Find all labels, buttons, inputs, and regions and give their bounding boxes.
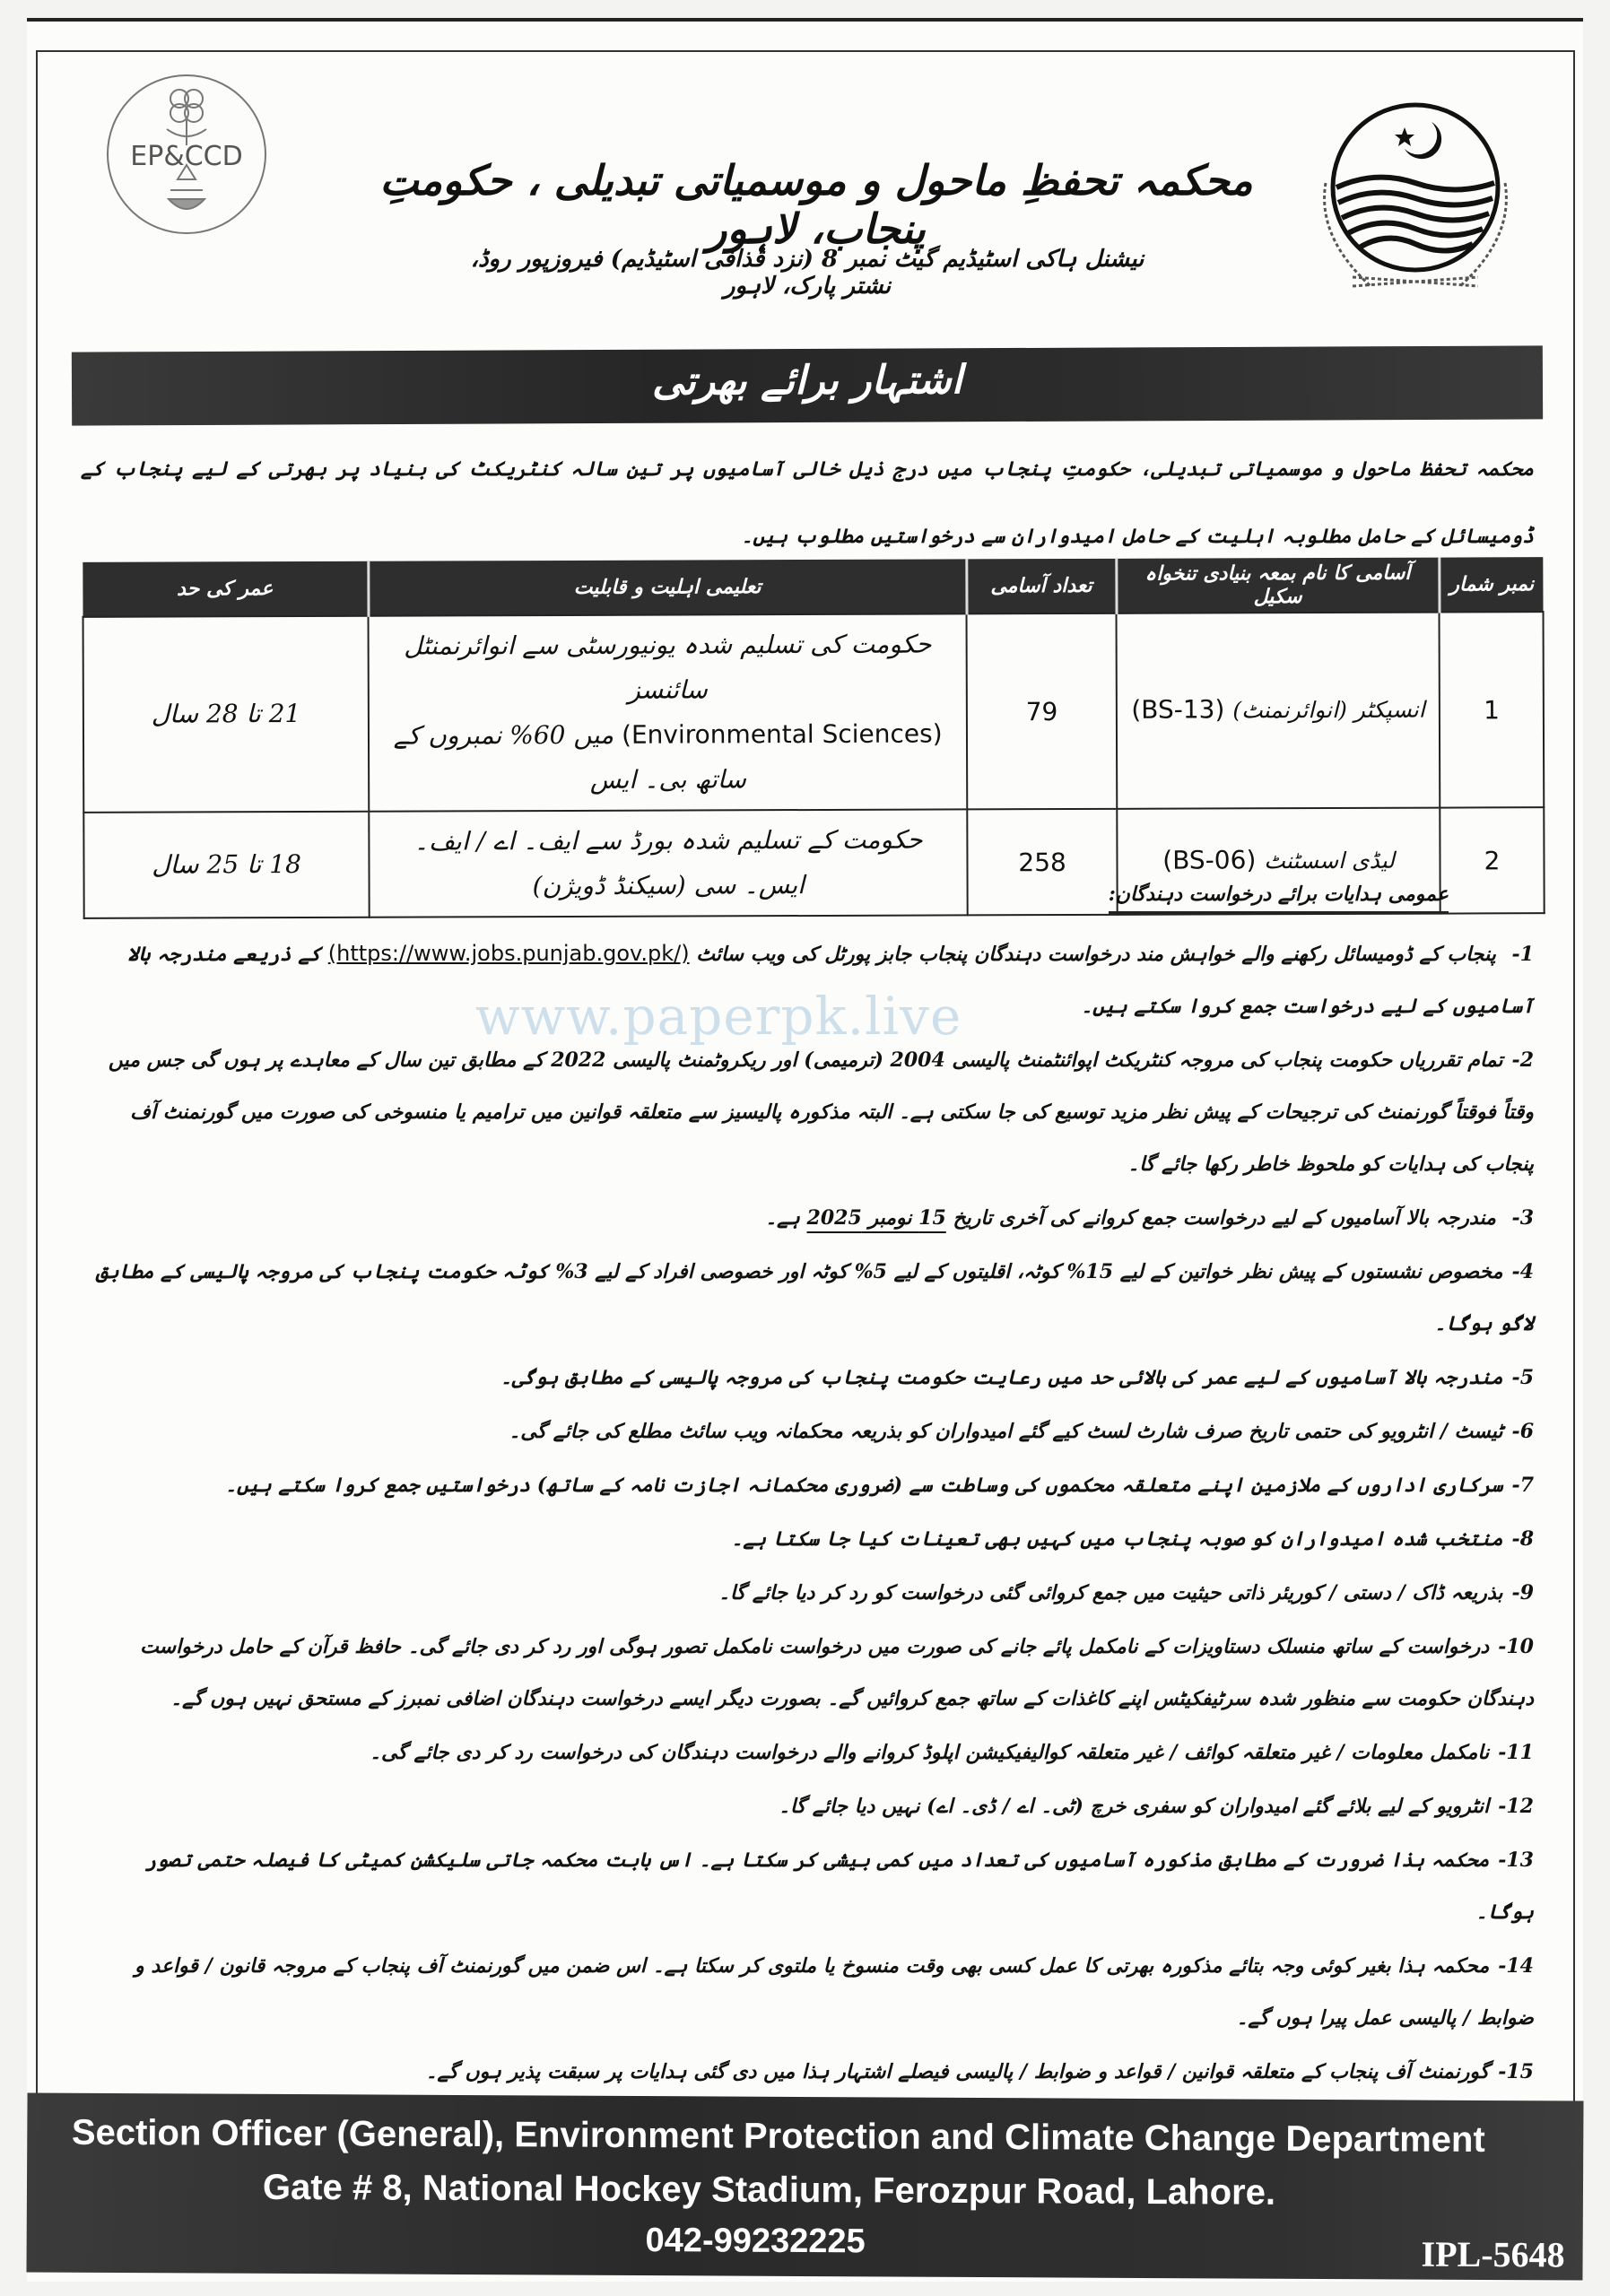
intro-paragraph: محکمہ تحفظ ماحول و موسمیاتی تبدیلی، حکومتِ پنجاب میں درج ذیل خالی آسامیوں پر تین سالہ کنٹریکٹ کی بنیاد پر بھرتی کے لیے پنجاب کے ڈومیسائل کے حامل مطلوبہ اہلیت کے حامل امیدواران سے درخواستیں مطلوب ہیں۔ [81, 457, 1534, 548]
banner-title: اشتہار برائے بھرتی [651, 357, 963, 404]
advertisement-page [27, 18, 1583, 2282]
cell-qualification [369, 613, 968, 811]
instruction-item: 11-نامکمل معلومات / غیر متعلقہ کوائف / غیر متعلقہ کوالیفیکیشن اپلوڈ کروانے والے درخواست دہندگان کی درخواست رد کر دی جائے گی۔ [370, 1741, 1534, 1764]
cell-count: 79 [967, 613, 1118, 810]
contact-footer [26, 2092, 1583, 2280]
header-age: عمر کی حد [83, 561, 368, 617]
instruction-item: 12-انٹرویو کے لیے بلائے گئے امیدواران کو سفری خرچ (ٹی۔ اے / ڈی۔ اے) نہیں دیا جائے گا۔ [779, 1795, 1534, 1818]
department-title: محکمہ تحفظِ ماحول و موسمیاتی تبدیلی ، حکومتِ پنجاب، لاہور [379, 156, 1253, 253]
instruction-item: 9-بذریعہ ڈاک / دستی / کوریئر ذاتی حیثیت میں جمع کروائی گئی درخواست کو رد کر دیا جائے گا۔ [718, 1581, 1534, 1605]
post-scale: (BS-13) [1131, 694, 1225, 725]
instructions-list [90, 927, 1534, 2100]
instruction-item: 4-مخصوص نشستوں کے پیش نظر خواتین کے لیے 15% کوٹہ، اقلیتوں کے لیے 5% کوٹہ اور خصوصی افراد کے لیے 3% کوٹہ حکومت پنجاب کی مروجہ پالیسی کے مطابق لاگو ہوگا۔ [95, 1260, 1534, 1335]
epccd-logo-icon [97, 65, 276, 244]
instruction-item: 13-محکمہ ہذا ضرورت کے مطابق مذکورہ آسامیوں کی تعداد میں کمی بیشی کر سکتا ہے۔ اس بابت محکمہ جاتی سلیکشن کمیٹی کا فیصلہ حتمی تصور ہوگا۔ [144, 1848, 1534, 1924]
qualification-english: (Environmental Sciences) [621, 718, 943, 750]
instruction-item: 14-محکمہ ہذا بغیر کوئی وجہ بتائے مذکورہ بھرتی کا عمل کسی بھی وقت منسوخ یا ملتوی کر سکتا ہے۔ اس ضمن میں گورنمنٹ آف پنجاب کے مروجہ قانون / قواعد و ضوابط / پالیسی عمل پیرا ہوں گے۔ [135, 1954, 1534, 2030]
recruitment-banner [72, 345, 1543, 425]
post-scale: (BS-06) [1162, 845, 1257, 875]
ipl-code: IPL-5648 [1421, 2233, 1565, 2275]
jobs-portal-link[interactable]: (https://www.jobs.punjab.gov.pk/) [327, 941, 690, 966]
header-count: تعداد آسامی [967, 559, 1117, 614]
application-deadline: 15 نومبر 2025 [806, 1206, 946, 1230]
cell-age: 21 تا 28 سال [83, 616, 370, 813]
footer-phone: 042-99232225 [645, 2222, 866, 2261]
table-header-row [83, 557, 1543, 617]
vacancies-table [82, 557, 1545, 919]
instruction-item: 8-منتخب شدہ امیدواران کو صوبہ پنجاب میں کہیں بھی تعینات کیا جا سکتا ہے۔ [731, 1527, 1534, 1551]
instruction-item: 7-سرکاری اداروں کے ملازمین اپنے متعلقہ محکموں کی وساطت سے (ضروری محکمانہ اجازت نامہ کے ساتھ) درخواستیں جمع کروا سکتے ہیں۔ [225, 1474, 1534, 1497]
instruction-item: 15-گورنمنٹ آف پنجاب کے متعلقہ قوانین / قواعد و ضوابط / پالیسی فیصلے اشتہار ہذا میں دی گئی ہدایات پر سبقت پذیر ہوں گے۔ [425, 2060, 1534, 2083]
post-name: انسپکٹر (انوائرنمنٹ) [1232, 696, 1425, 724]
instruction-item: 6-ٹیسٹ / انٹرویو کی حتمی تاریخ صرف شارٹ لسٹ کیے گئے امیدواران کو بذریعہ محکمانہ ویب سائٹ مطلع کی جائے گی۔ [509, 1420, 1534, 1443]
post-name: لیڈی اسسٹنٹ [1264, 847, 1395, 874]
cell-sr: 2 [1440, 807, 1544, 913]
instruction-item: 2-تمام تقرریاں حکومت پنجاب کی مروجہ کنٹریکٹ اپوائنٹمنٹ پالیسی 2004 (ترمیمی) اور ریکروٹمنٹ پالیسی 2022 کے مطابق تین سال کے معاہدے پر ہوں گی جس میں وقتاً فوقتاً گورنمنٹ کی ترجیحات کے پیش نظر مزید توسیع کی جا سکتی ہے۔ البتہ مذکورہ پالیسیز سے متعلقہ قوانین میں ترامیم یا منسوخی کی صورت میں گورنمنٹ آف پنجاب کی ہدایات کو ملحوظ خاطر رکھا جائے گا۔ [108, 1048, 1534, 1176]
cell-count: 258 [967, 809, 1117, 916]
cell-post [1117, 613, 1440, 809]
cell-age: 18 تا 25 سال [83, 812, 370, 918]
instructions-heading: عمومی ہدایات برائے درخواست دہندگان: [1109, 883, 1449, 914]
qualification-text: حکومت کی تسلیم شدہ یونیورسٹی سے انوائرنمنٹل سائنسز [404, 629, 932, 705]
qualification-tail: میں 60% نمبروں کے ساتھ بی۔ ایس [393, 719, 746, 795]
cell-sr: 1 [1440, 612, 1545, 807]
header-post: آسامی کا نام بمعہ بنیادی تنخواہ سکیل [1116, 558, 1439, 613]
footer-address: Gate # 8, National Hockey Stadium, Ferozpur Road, Lahore. [262, 2167, 1276, 2213]
header-sr: نمبر شمار [1439, 557, 1543, 612]
header-qualification: تعلیمی اہلیت و قابلیت [368, 559, 966, 615]
footer-office: Section Officer (General), Environment Protection and Climate Change Department [71, 2112, 1485, 2160]
watermark: www.paperpk.live [475, 986, 962, 1047]
instruction-item: 1- پنجاب کے ڈومیسائل رکھنے والے خواہش مند درخواست دہندگان پنجاب جابز پورٹل کی ویب سائٹ (https://www.jobs.punjab.gov.pk/) کے ذریعے مندرجہ بالا آسامیوں کے لیے درخواست جمع کروا سکتے ہیں۔ [126, 941, 1534, 1018]
cell-qualification: حکومت کے تسلیم شدہ بورڈ سے ایف۔ اے / ایف۔ ایس۔ سی (سیکنڈ ڈویژن) [369, 809, 967, 917]
instruction-item: 10-درخواست کے ساتھ منسلک دستاویزات کے نامکمل پائے جانے کی صورت میں درخواست نامکمل تصور ہوگی اور رد کر دی جائے گی۔ حافظ قرآن کے حامل درخواست دہندگان حکومت سے منظور شدہ سرٹیفکیٹس اپنے کاغذات کے ساتھ جمع کروائیں گے۔ بصورت دیگر ایسے درخواست دہندگان اضافی نمبرز کے مستحق نہیں ہوں گے۔ [140, 1635, 1534, 1710]
table-row [83, 612, 1545, 813]
svg-text:EP&CCD: EP&CCD [130, 141, 243, 172]
instruction-item: 3- مندرجہ بالا آسامیوں کے لیے درخواست جمع کروانے کی آخری تاریخ 15 نومبر 2025 ہے۔ [765, 1206, 1534, 1230]
department-address: نیشنل ہاکی اسٹیڈیم گیٹ نمبر 8 (نزد قذافی اسٹیڈیم) فیروزپور روڈ، نشتر پارک، لاہور [470, 246, 1144, 300]
instruction-item: 5-مندرجہ بالا آسامیوں کے لیے عمر کی بالائی حد میں رعایت حکومت پنجاب کی مروجہ پالیسی کے مطابق ہوگی۔ [500, 1366, 1534, 1389]
punjab-govt-logo-icon [1299, 93, 1532, 300]
